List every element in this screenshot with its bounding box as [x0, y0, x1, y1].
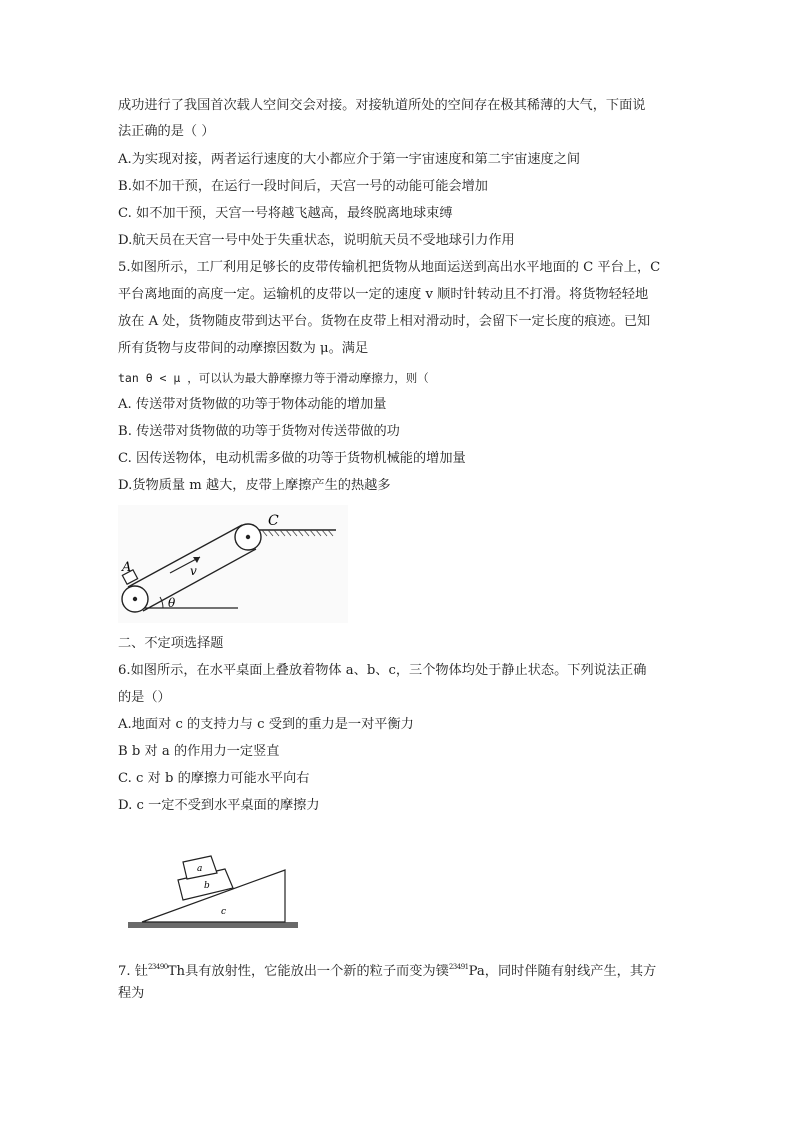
q4-option-c: C. 如不加干预，天宫一号将越飞越高，最终脱离地球束缚	[118, 206, 453, 221]
pa-symbol: Pa	[468, 964, 485, 979]
label-wedge-c: c	[221, 907, 227, 917]
label-c: C	[268, 513, 279, 529]
q4-option-a: A.为实现对接，两者运行速度的大小都应介于第一宇宙速度和第二宇宙速度之间	[118, 152, 581, 167]
q5-stem-line-5: tan θ < μ ，可以认为最大静摩擦力等于滑动摩擦力，则（	[118, 371, 429, 385]
q6-option-a: A.地面对 c 的支持力与 c 受到的重力是一对平衡力	[118, 717, 414, 732]
bottom-pulley-axle	[133, 597, 137, 601]
label-theta: θ	[168, 596, 176, 610]
q6-option-c: C. c 对 b 的摩擦力可能水平向右	[118, 771, 310, 786]
q7-stem-suffix: ，同时伴随有射线产生，其方	[484, 964, 657, 979]
q4-option-d: D.航天员在天宫一号中处于失重状态，说明航天员不受地球引力作用	[118, 233, 515, 248]
q5-option-a: A. 传送带对货物做的功等于物体动能的增加量	[118, 397, 387, 412]
q6-stem-line-2: 的是（）	[118, 690, 171, 705]
q7-stem-prefix: 7. 钍	[118, 964, 148, 979]
q5-option-c: C. 因传送物体，电动机需多做的功等于货物机械能的增加量	[118, 451, 466, 466]
th-symbol: Th	[167, 964, 186, 979]
q5-stem-line-1: 5.如图所示，工厂利用足够长的皮带传输机把货物从地面运送到高出水平地面的 C 平台上，C	[118, 260, 661, 275]
q6-option-b: B b 对 a 的作用力一定竖直	[118, 744, 280, 759]
q5-option-b: B. 传送带对货物做的功等于货物对传送带做的功	[118, 424, 400, 439]
section-heading: 二、不定项选择题	[118, 636, 224, 651]
q4-option-b: B.如不加干预，在运行一段时间后，天宫一号的动能可能会增加	[118, 179, 488, 194]
th-atomic-number: 90	[159, 963, 168, 971]
q7-stem-middle: 具有放射性，它能放出一个新的粒子而变为镤	[185, 964, 449, 979]
table-surface	[128, 922, 298, 928]
label-block-b: b	[204, 881, 210, 891]
q6-stem-line-1: 6.如图所示，在水平桌面上叠放着物体 a、b、c，三个物体均处于静止状态。下列说法正确	[118, 663, 647, 678]
th-mass-number: 234	[147, 963, 160, 971]
q7-stem-line-1	[118, 957, 656, 982]
q4-stem-line-1: 成功进行了我国首次载人空间交会对接。对接轨道所处的空间存在极其稀薄的大气，下面说	[118, 98, 646, 113]
label-block-a: a	[197, 864, 203, 874]
conveyor-belt-figure	[118, 505, 348, 623]
label-v: v	[190, 564, 197, 578]
label-a: A	[122, 560, 132, 575]
q5-stem-line-4: 所有货物与皮带间的动摩擦因数为 μ。满足	[118, 341, 369, 356]
q5-stem-line-2: 平台离地面的高度一定。运输机的皮带以一定的速度 v 顺时针转动且不打滑。将货物轻轻地	[118, 287, 649, 302]
pa-mass-number: 234	[448, 963, 461, 971]
q5-option-d: D.货物质量 m 越大，皮带上摩擦产生的热越多	[118, 478, 391, 493]
pa-atomic-number: 91	[460, 963, 469, 971]
q4-stem-line-2: 法正确的是（ ）	[118, 124, 215, 139]
q5-stem-line-3: 放在 A 处，货物随皮带到达平台。货物在皮带上相对滑动时，会留下一定长度的痕迹。已知	[118, 314, 651, 329]
q6-option-d: D. c 一定不受到水平桌面的摩擦力	[118, 798, 320, 813]
top-pulley-axle	[246, 535, 250, 539]
stacked-blocks-figure	[125, 848, 310, 933]
q7-stem-line-2: 程为	[118, 986, 145, 1001]
